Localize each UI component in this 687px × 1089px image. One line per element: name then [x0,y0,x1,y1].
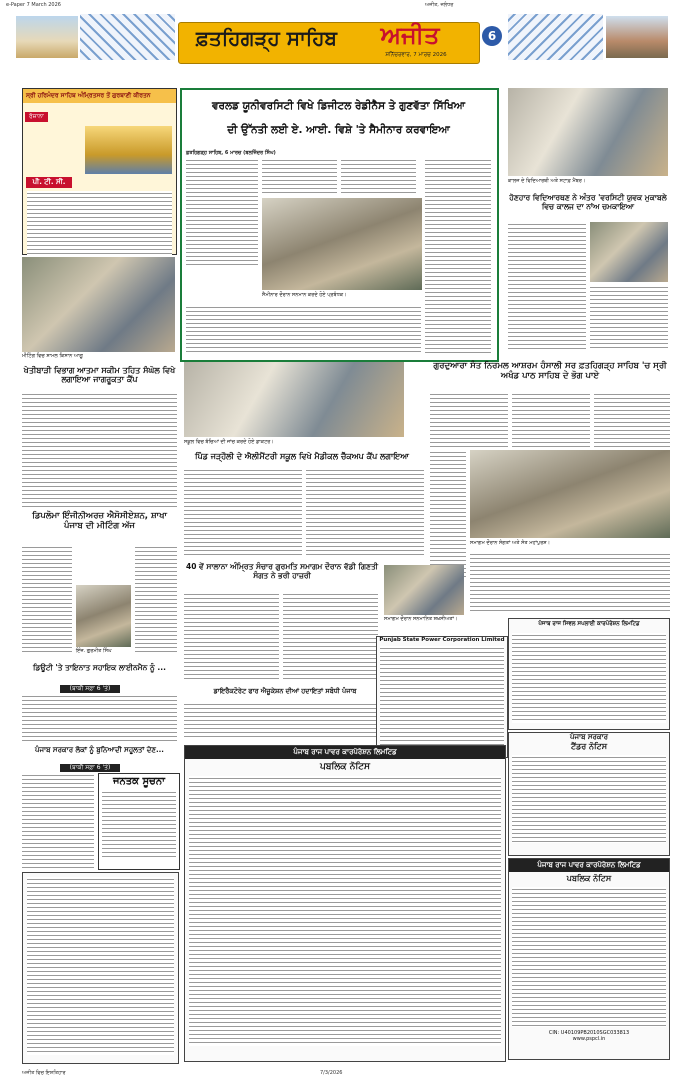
samagam-photo [384,565,464,615]
public-notice-ad-title: ਪਬਲਿਕ ਨੋਟਿਸ [320,762,370,772]
gurdwara-text-b [512,392,590,447]
promo-text [27,191,172,259]
right-photo-caption: ਕਾਲਜ ਦੇ ਵਿਦਿਆਰਥੀ ਅਤੇ ਸਟਾਫ਼ ਮੈਂਬਰ। [508,178,586,184]
punsup-title: ਪੰਜਾਬ ਰਾਜ ਸਿਵਲ ਸਪਲਾਈ ਕਾਰਪੋਰੇਸ਼ਨ ਲਿਮਟਿਡ [538,621,640,627]
main-col-1 [186,158,258,268]
footer-center: 7/3/2026 [320,1070,343,1076]
agri-text [22,392,177,507]
section-title: ਫ਼ਤਹਿਗੜ੍ਹ ਸਾਹਿਬ [195,26,338,50]
pspcl-title-en: Punjab State Power Corporation Limited [379,637,505,643]
continued-label-1: (ਬਾਕੀ ਸਫ਼ਾ 6 'ਤੇ) [60,685,120,693]
continued-label-2: (ਬਾਕੀ ਸਫ਼ਾ 6 'ਤੇ) [60,764,120,772]
masthead-left-photo [16,16,78,58]
punsup-text [512,633,666,723]
edition-line: ਅਜੀਤ, ਜਲੰਧਰ [425,2,454,8]
left-photo-caption: ਮੀਟਿੰਗ ਵਿਚ ਸ਼ਾਮਲ ਕਿਸਾਨ ਆਗੂ [22,353,83,359]
right-column-photo [508,88,668,176]
public-notice-text [102,790,176,860]
footer-left: ਅਜੀਤ ਵਿਚ ਇਸ਼ਤਿਹਾਰ [22,1070,66,1076]
golden-temple-image [85,126,172,174]
main-headline-line2: ਦੀ ਉੱਨਤੀ ਲਈ ਏ. ਆਈ. ਵਿਸ਼ੇ 'ਤੇ ਸੈਮੀਨਾਰ ਕਰਵਾਇਆ [227,124,450,136]
pspcl-ad-text [380,646,504,746]
gurdwara-photo [470,450,670,538]
protest-text [22,694,177,742]
gurdwara-text-c [594,392,670,447]
left-column-photo [22,257,175,352]
public-notice-box [98,773,180,870]
small-story-headline: ਡਾਇਰੈਕਟੋਰੇਟ ਫਾਰ ਐਜੂਕੇਸ਼ਨ ਦੀਆਂ ਹਦਾਇਤਾਂ ਸਬੰਧੀ ਪੰਜਾਬ [213,687,357,695]
samagam-text-b [283,592,378,682]
main-col-2 [262,158,337,196]
gurdwara-headline: ਗੁਰਦੁਆਰਾ ਸੰਤ ਨਿਰਮਲ ਆਸ਼ਰਮ ਹੰਸਾਲੀ ਸਰ ਫ਼ਤਹਿਗੜ੍ਹ ਸਾਹਿਬ 'ਚ ਸ੍ਰੀ ਅਖੰਡ ਪਾਠ ਸਾਹਿਬ ਦੇ ਭੋਗ ਪਾਏ [433,361,667,381]
tender-ad [508,732,670,856]
right-headline: ਹੋਣਹਾਰ ਵਿਦਿਆਰਥਣ ਨੇ ਅੰਤਰ 'ਵਰਸਿਟੀ ਯੁਵਕ ਮੁਕਾਬਲੇ ਵਿਚ ਕਾਲਜ ਦਾ ਨਾਂਅ ਚਮਕਾਇਆ [509,193,667,211]
main-photo-caption: ਸੈਮੀਨਾਰ ਦੌਰਾਨ ਸਨਮਾਨ ਕਰਦੇ ਹੋਏ ਪ੍ਰਬੰਧਕ। [262,292,347,298]
main-col-bottom [186,305,421,353]
pspcl-cin: CIN: U40109PB2010SGC033813 [548,1030,630,1036]
pspcl-right-notice: ਪਬਲਿਕ ਨੋਟਿਸ [566,874,612,883]
right-story-text-b [590,285,668,350]
right-story-text-a [508,222,586,350]
left-small-ad-text [27,877,174,1055]
epaper-topline: e-Paper 7 March 2026 [6,2,61,8]
samagam-headline: 40 ਵੇਂ ਸਾਲਾਨਾ ਅੰਮ੍ਰਿਤ ਸੰਚਾਰ ਗੁਰਮਤਿ ਸਮਾਗਮ ਦੌਰਾਨ ਵੱਡੀ ਗਿਣਤੀ ਸੰਗਤ ਨੇ ਭਰੀ ਹਾਜ਼ਰੀ [185,562,378,580]
masthead-pattern-left [80,14,175,60]
pspcl-ad-center [376,636,508,758]
diploma-text-a [22,545,72,655]
main-col-3 [341,158,416,196]
protest-headline: ਡਿਊਟੀ 'ਤੇ ਤਾਇਨਾਤ ਸਹਾਇਕ ਲਾਈਨਮੈਨ ਨੂੰ ... [33,663,166,672]
portrait-photo [76,585,131,647]
medical-headline: ਪਿੰਡ ਜੜ੍ਹੌਲੀ ਦੇ ਐਲੀਮੈਂਟਰੀ ਸਕੂਲ ਵਿਖੇ ਮੈਡੀਕਲ ਚੈੱਕਅਪ ਕੈਂਪ ਲਗਾਇਆ [195,452,409,461]
tender-notice-title: ਟੈਂਡਰ ਨੋਟਿਸ [570,742,608,751]
medical-text-b [306,468,424,556]
diploma-text-b [135,545,177,655]
gurdwara-photo-caption: ਸਮਾਗਮ ਦੌਰਾਨ ਸੰਗਤਾਂ ਅਤੇ ਸੰਤ ਮਹਾਂਪੁਰਸ਼। [470,540,550,546]
promo-title: ਸ੍ਰੀ ਹਰਿਮੰਦਰ ਸਾਹਿਬ ਅੰਮ੍ਰਿਤਸਰ ਤੋਂ ਗੁਰਬਾਣੀ ਕੀਰਤਨ [23,89,176,103]
agri-headline: ਖੇਤੀਬਾੜੀ ਵਿਭਾਗ ਆਤਮਾ ਸਕੀਮ ਤਹਿਤ ਸੰਘੋਲ ਵਿਖੇ ਲਗਾਇਆ ਜਾਗਰੂਕਤਾ ਕੈਂਪ [23,366,176,385]
public-notice-ad-org: ਪੰਜਾਬ ਰਾਜ ਪਾਵਰ ਕਾਰਪੋਰੇਸ਼ਨ ਲਿਮਟਿਡ [185,746,505,759]
punsup-ad [508,618,670,730]
govt-text [22,773,94,868]
promo-badge: ਰੋਜ਼ਾਨਾ [25,112,48,122]
pspcl-right-title: ਪੰਜਾਬ ਰਾਜ ਪਾਵਰ ਕਾਰਪੋਰੇਸ਼ਨ ਲਿਮਟਿਡ [509,859,669,872]
govt-headline: ਪੰਜਾਬ ਸਰਕਾਰ ਲੋਕਾਂ ਨੂੰ ਬੁਨਿਆਦੀ ਸਹੂਲਤਾਂ ਦੇਣ... [35,746,164,754]
public-notice-ad [184,745,506,1062]
small-story-text [184,702,378,738]
tender-text [512,755,666,843]
promo-channel: ਪੀ. ਟੀ. ਸੀ. [26,177,72,188]
gurdwara-text-d [430,450,466,580]
masthead-right-photo [606,16,668,58]
main-headline-line1: ਵਰਲਡ ਯੂਨੀਵਰਸਿਟੀ ਵਿਖੇ ਡਿਜੀਟਲ ਰੇਡੀਨੈਸ ਤੇ ਗੁਣਵੱਤਾ ਸਿੱਖਿਆ [211,100,466,112]
portrait-caption: ਇੰਜ. ਗੁਰਮੀਤ ਸਿੰਘ [76,648,112,654]
page-number: 6 [482,26,502,46]
masthead-pattern-right [508,14,603,60]
gurdwara-text-e [470,552,670,612]
samagam-photo-caption: ਸਮਾਗਮ ਦੌਰਾਨ ਸਨਮਾਨਿਤ ਸ਼ਖ਼ਸੀਅਤਾਂ। [384,616,458,622]
medical-photo [184,362,404,437]
paper-name: ਅਜੀਤ [380,21,440,49]
medical-photo-caption: ਸਕੂਲ ਵਿਚ ਬੱਚਿਆਂ ਦੀ ਜਾਂਚ ਕਰਦੇ ਹੋਏ ਡਾਕਟਰ। [184,439,274,445]
public-notice-ad-text [189,776,501,1046]
main-story-photo [262,198,422,290]
left-small-ad [22,872,179,1064]
main-dateline: ਫ਼ਤਹਿਗੜ੍ਹ ਸਾਹਿਬ, 6 ਮਾਰਚ (ਬਲਜਿੰਦਰ ਸਿੰਘ) [186,150,276,156]
gurbani-promo [22,88,177,255]
samagam-text-a [184,592,279,682]
pspcl-right-text [512,887,666,1027]
pspcl-ad-right [508,858,670,1060]
punjab-govt-label: ਪੰਜਾਬ ਸਰਕਾਰ [569,733,608,741]
date-line: ਸ਼ਨਿੱਚਰਵਾਰ, 7 ਮਾਰਚ 2026 [385,52,447,58]
right-story-portrait [590,222,668,282]
public-notice-title: ਜਨਤਕ ਸੂਚਨਾ [113,776,165,787]
pspcl-website: www.pspcl.in [572,1036,606,1042]
main-col-4 [425,158,491,353]
medical-text-a [184,468,302,556]
gurdwara-text-a [430,392,508,447]
diploma-headline: ਡਿਪਲੋਮਾ ਇੰਜੀਨੀਅਰਜ਼ ਐਸੋਸੀਏਸ਼ਨ, ਸ਼ਾਖਾ ਪੰਜਾਬ ਦੀ ਮੀਟਿੰਗ ਅੱਜ [32,511,167,531]
